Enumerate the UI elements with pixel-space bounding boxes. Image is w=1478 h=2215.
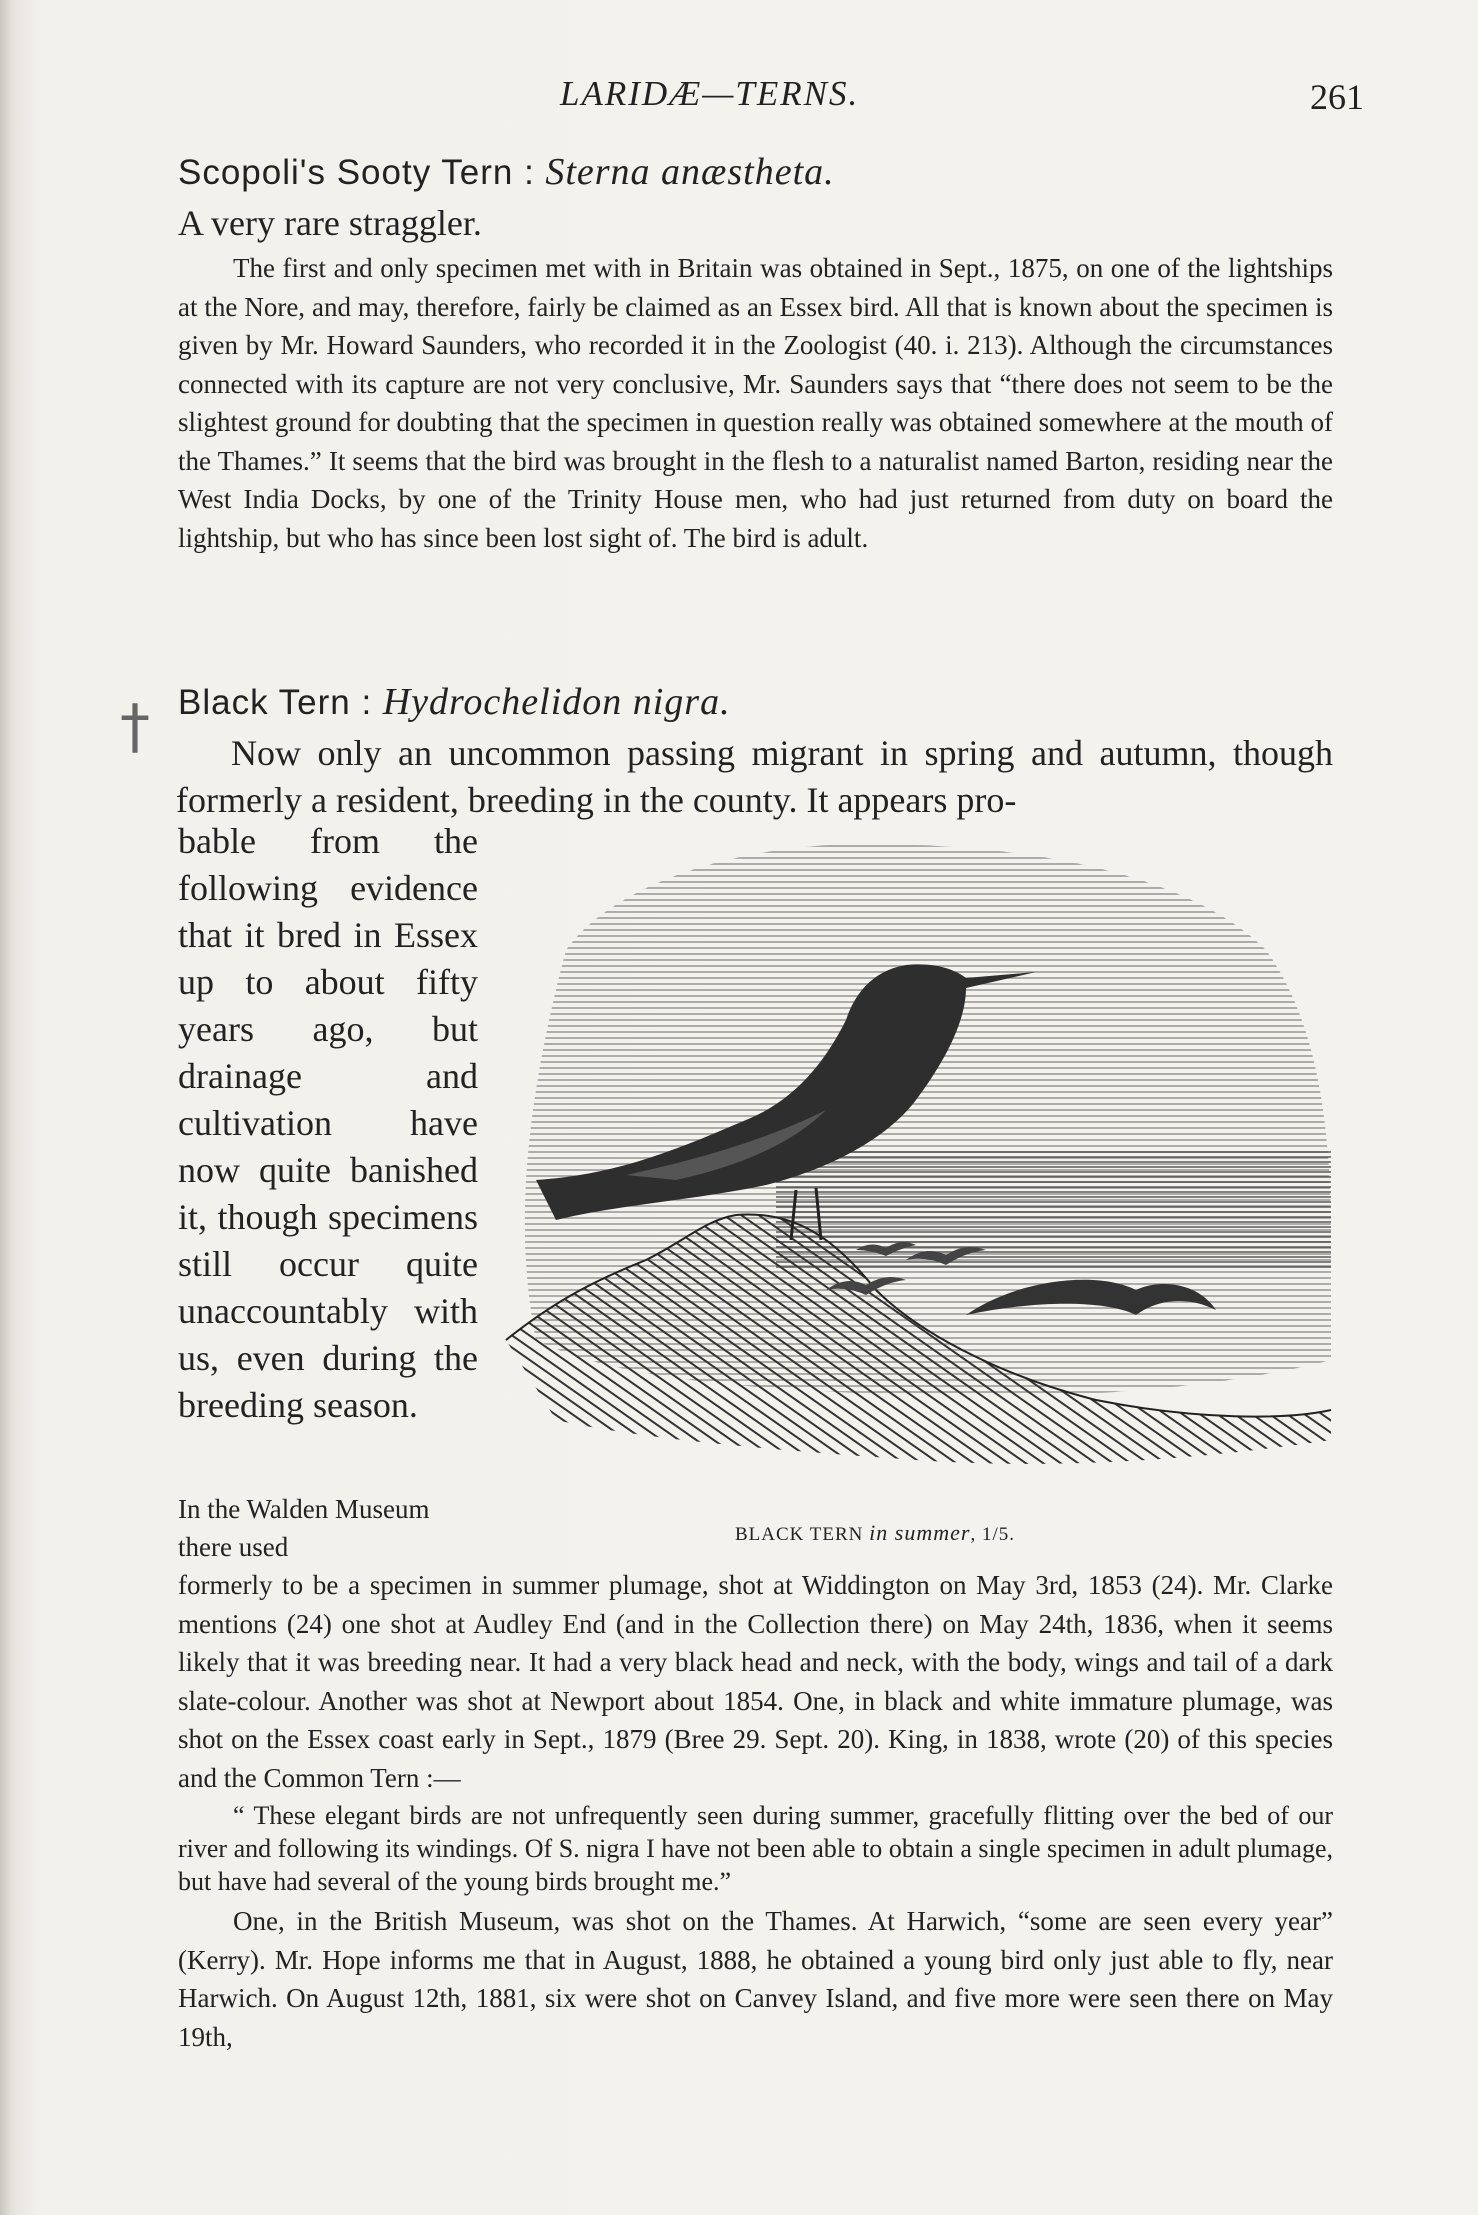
species-latin-name: Sterna anæstheta. bbox=[545, 151, 835, 193]
status-line: A very rare straggler. bbox=[178, 203, 482, 243]
margin-mark: † bbox=[120, 692, 150, 762]
section-sooty-tern bbox=[178, 150, 1333, 557]
caption-label: BLACK TERN bbox=[735, 1524, 870, 1545]
engraving-image bbox=[496, 820, 1336, 1520]
quotation: “ These elegant birds are not unfrequently seen during summer, gracefully flitting over the bed of our river and following its windings. Of S. nigra I have not been able to obtain a single specimen in adult plumage, but have had several of the young birds brought me.” bbox=[178, 1801, 1333, 1896]
page-header bbox=[0, 70, 1478, 120]
museum-text: In the Walden Museum there used bbox=[178, 1494, 430, 1562]
body-paragraph: One, in the British Museum, was shot on the Thames. At Harwich, “some are seen every year” (Kerry). Mr. Hope informs me that in August, 1888, he obtained a young bird only just able to fly, near Harwich. On August 12th, 1881, six were shot on Canvey Island, and five more were seen there on May 19th, bbox=[178, 1906, 1333, 2052]
caption-italic: in summer bbox=[869, 1520, 971, 1545]
body-paragraph: The first and only specimen met with in Britain was obtained in Sept., 1875, on one of the lightships at the Nore, and may, therefore, fairly be claimed as an Essex bird. All that is known about the specimen is given by Mr. Howard Saunders, who recorded it in the Zoologist (40. i. 213). Although the circumstances connected with its capture are not very conclusive, Mr. Saunders says that “there does not seem to be the slightest ground for doubting that the specimen in question really was obtained somewhere at the mouth of the Thames.” It seems that the bird was brought in the flesh to a naturalist named Barton, residing near the West India Docks, by one of the Trinity House men, who had just returned from duty on board the lightship, but who has since been lost sight of. The bird is adult. bbox=[178, 253, 1333, 553]
black-tern-illustration bbox=[496, 820, 1336, 1520]
species-heading bbox=[178, 150, 1333, 194]
black-tern-continued bbox=[178, 1566, 1333, 2056]
figure-caption bbox=[735, 1520, 1015, 1546]
wrapped-column-text: bable from the following evidence that it bred in Essex up to about fifty years ago, but drainage and cultivation have now quite banished it, though specimens still occur quite unaccountably with us, even during the breeding season. bbox=[178, 821, 478, 1425]
species-common-name: Scopoli's Sooty Tern : bbox=[178, 153, 535, 192]
status-line: Now only an uncommon passing migrant in spring and autumn, though formerly a resident, breeding in the county. It appears pro- bbox=[176, 733, 1333, 820]
running-title: LARIDÆ—TERNS. bbox=[560, 74, 860, 113]
body-paragraph: formerly to be a specimen in summer plumage, shot at Widdington on May 3rd, 1853 (24). Mr. Clarke mentions (24) one shot at Audley End (and in the Collection there) on May 24th, 1836, when it seems likely that it was breeding near. It had a very black head and neck, with the body, wings and tail of a dark slate-colour. Another was shot at Newport about 1854. One, in black and white immature plumage, was shot on the Essex coast early in Sept., 1879 (Bree 29. Sept. 20). King, in 1838, wrote (20) of this species and the Common Tern :— bbox=[178, 1570, 1333, 1793]
page-number: 261 bbox=[1310, 77, 1364, 117]
species-latin-name: Hydrochelidon nigra. bbox=[382, 681, 731, 723]
caption-scale: , 1/5. bbox=[970, 1524, 1015, 1545]
section-black-tern bbox=[178, 680, 1333, 824]
species-heading bbox=[178, 680, 1333, 724]
species-common-name: Black Tern : bbox=[178, 683, 373, 722]
